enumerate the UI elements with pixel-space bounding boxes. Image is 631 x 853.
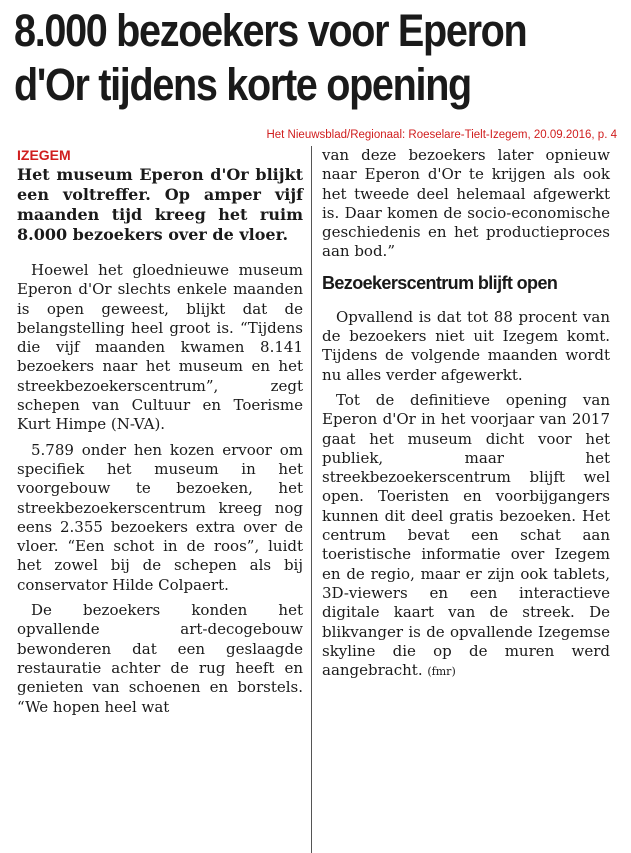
body-paragraph: 5.789 onder hen kozen ervoor om specifiek het museum in het voorgebouw te bezoeken, het streekbezoekerscentrum kreeg nog eens 2.355 bezoekers extra over de vloer. “Een schot in de roos”, luidt het zowel bij de schepen als bij conservator Hilde Colpaert. — [17, 440, 303, 594]
body-paragraph — [322, 391, 610, 681]
headline-line-2: d'Or tijdens korte opening — [14, 59, 471, 110]
headline-line-1: 8.000 bezoekers voor Eperon — [14, 5, 527, 56]
source-citation: Het Nieuwsblad/Regionaal: Roeselare-Tielt-Izegem, 20.09.2016, p. 4 — [266, 129, 617, 141]
column-divider — [311, 146, 312, 853]
left-column — [17, 146, 303, 723]
subheading: Bezoekerscentrum blijft open — [322, 272, 558, 293]
headline — [14, 4, 551, 112]
lead-paragraph: Het museum Eperon d'Or blijkt een voltreffer. Op amper vijf maanden tijd kreeg het ruim 8.000 bezoekers over de vloer. — [17, 165, 303, 244]
right-column — [322, 146, 610, 687]
body-paragraph: De bezoekers konden het opvallende art-decogebouw bewonderen dat een geslaagde restauratie achter de rug heeft en genieten van schoenen en borstels. “We hopen heel wat — [17, 601, 303, 716]
body-paragraph-continued: van deze bezoekers later opnieuw naar Eperon d'Or te krijgen als ook het tweede deel helemaal afgewerkt is. Daar komen de socio-economische geschiedenis en het productieproces aan bod.” — [322, 146, 610, 261]
body-paragraph: Hoewel het gloednieuwe museum Eperon d'Or slechts enkele maanden is open geweest, blijkt dat de belangstelling heel groot is. “Tijdens die vijf maanden kwamen 8.141 bezoekers naar het museum en het streekbezoekerscentrum”, zegt schepen van Cultuur en Toerisme Kurt Himpe (N-VA). — [17, 261, 303, 434]
author-credit: (fmr) — [427, 665, 456, 679]
body-paragraph: Opvallend is dat tot 88 procent van de bezoekers niet uit Izegem komt. Tijdens de volgende maanden wordt nu alles verder afgewerkt. — [322, 307, 610, 384]
kicker: IZEGEM — [17, 147, 71, 163]
body-paragraph-text: Tot de definitieve opening van Eperon d'Or in het voorjaar van 2017 gaat het museum dicht voor het publiek, maar het streekbezoekerscentrum blijft wel open. Toeristen en voorbijgangers kunnen dit deel gratis bezoeken. Het centrum bevat een schat aan toeristische informatie over Izegem en de regio, maar er zijn ook tablets, 3D-viewers en een interactieve digitale kaart van de streek. De blikvanger is de opvallende Izegemse skyline die op de muren werd aangebracht. — [322, 390, 610, 680]
